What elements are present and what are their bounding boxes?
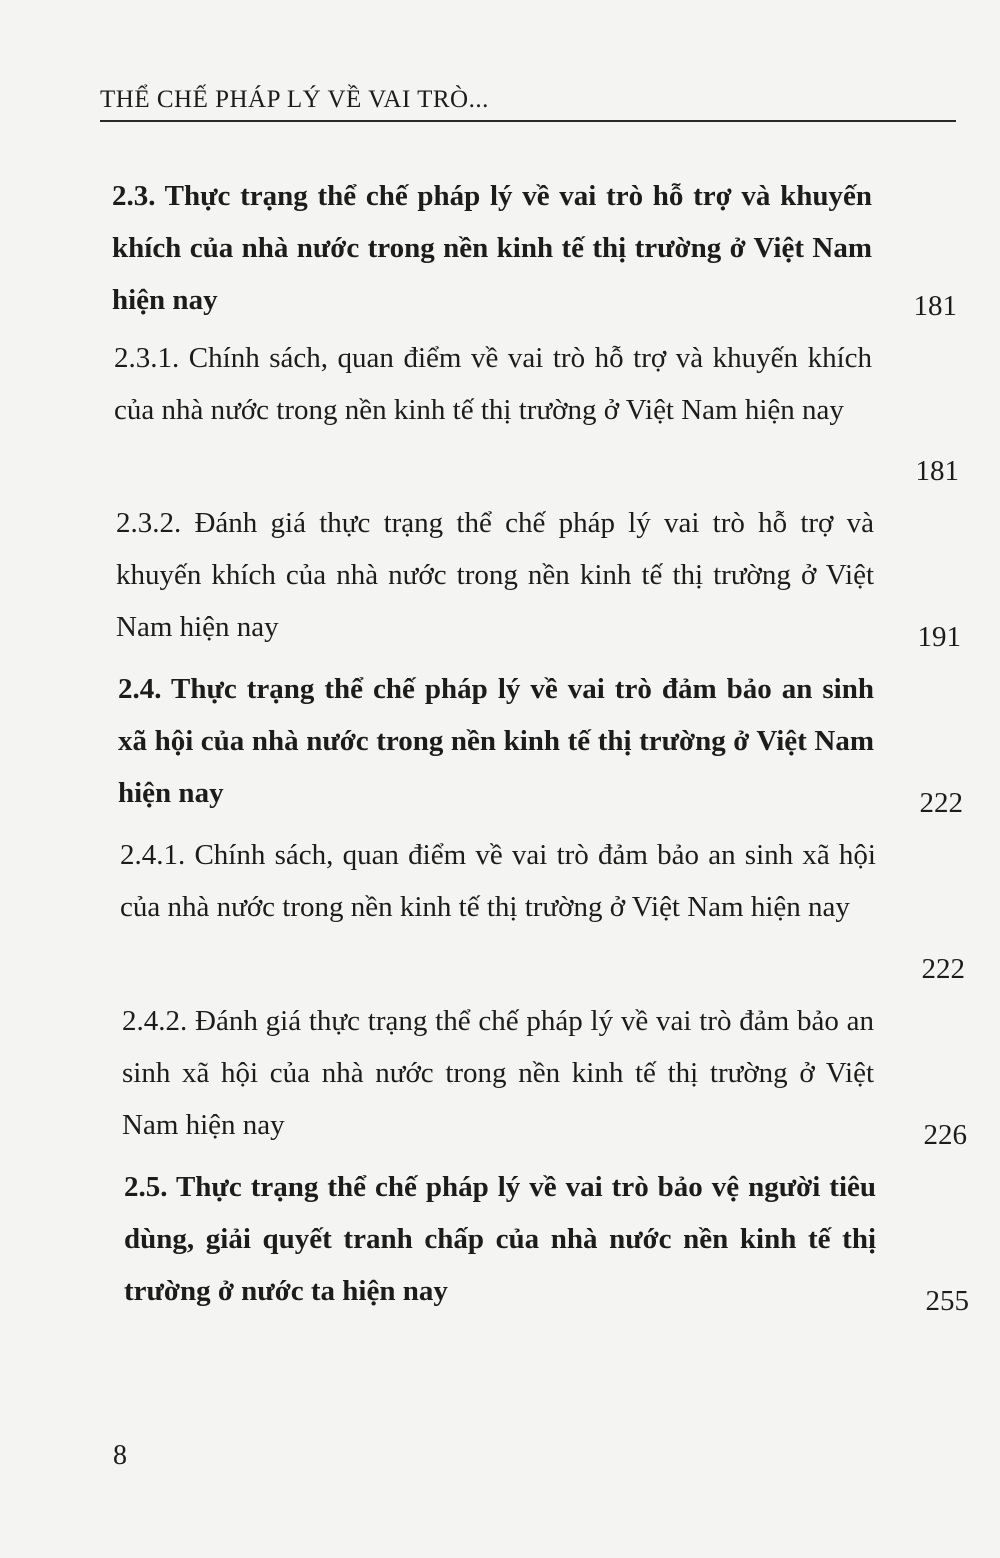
toc-entry-page: 181 xyxy=(913,290,957,322)
running-header xyxy=(100,84,956,122)
toc-entry-title: 2.3. Thực trạng thể chế pháp lý về vai trò hỗ trợ và khuyến khích của nhà nước trong nền kinh tế thị trường ở Việt Nam hiện nay xyxy=(112,180,872,316)
toc-entry-page: 181 xyxy=(915,455,959,487)
toc-entry-title: 2.5. Thực trạng thể chế pháp lý về vai trò bảo vệ người tiêu dùng, giải quyết tranh chấp của nhà nước nền kinh tế thị trường ở nước ta hiện nay xyxy=(124,1171,876,1307)
toc-entry-page: 191 xyxy=(917,621,961,653)
toc-entry-title: 2.4. Thực trạng thể chế pháp lý về vai trò đảm bảo an sinh xã hội của nhà nước trong nền kinh tế thị trường ở Việt Nam hiện nay xyxy=(118,673,874,809)
toc-entry-page: 226 xyxy=(923,1119,967,1151)
toc-entry-2-3[interactable] xyxy=(112,170,957,332)
toc-entry-title: 2.4.2. Đánh giá thực trạng thể chế pháp lý về vai trò đảm bảo an sinh xã hội của nhà nước trong nền kinh tế thị trường ở Việt Nam hiện nay xyxy=(122,1005,874,1141)
toc-entry-2-5[interactable] xyxy=(124,1161,969,1327)
toc-entry-page: 255 xyxy=(925,1285,969,1317)
table-of-contents xyxy=(112,170,969,1327)
toc-entry-title: 2.3.1. Chính sách, quan điểm về vai trò hỗ trợ và khuyến khích của nhà nước trong nền kinh tế thị trường ở Việt Nam hiện nay xyxy=(114,342,872,426)
page-number: 8 xyxy=(113,1440,127,1471)
toc-entry-2-4-2[interactable] xyxy=(122,995,967,1161)
toc-entry-2-4-1[interactable] xyxy=(120,829,965,995)
toc-entry-2-3-2[interactable] xyxy=(116,497,961,663)
toc-entry-title: 2.3.2. Đánh giá thực trạng thể chế pháp lý vai trò hỗ trợ và khuyến khích của nhà nước trong nền kinh tế thị trường ở Việt Nam hiện nay xyxy=(116,507,874,643)
toc-entry-title: 2.4.1. Chính sách, quan điểm về vai trò đảm bảo an sinh xã hội của nhà nước trong nền kinh tế thị trường ở Việt Nam hiện nay xyxy=(120,839,876,923)
toc-entry-2-4[interactable] xyxy=(118,663,963,829)
toc-entry-page: 222 xyxy=(919,787,963,819)
running-title: THỂ CHẾ PHÁP LÝ VỀ VAI TRÒ... xyxy=(100,86,489,113)
toc-entry-2-3-1[interactable] xyxy=(114,332,959,497)
toc-entry-page: 222 xyxy=(921,953,965,985)
